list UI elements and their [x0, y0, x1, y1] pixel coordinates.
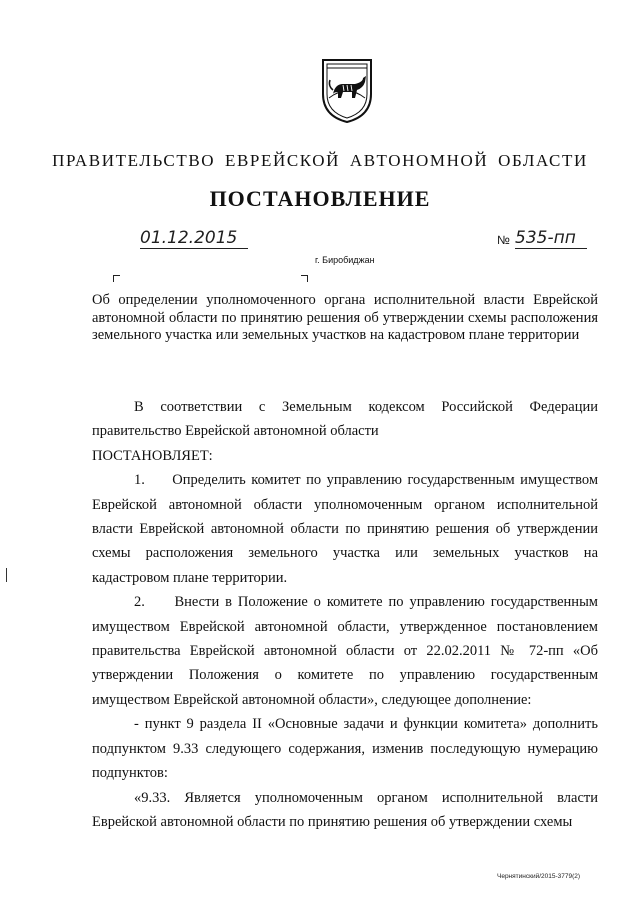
number-label: № — [497, 233, 510, 247]
subject-corner-left — [113, 275, 120, 282]
quote-paragraph: «9.33. Является уполномоченным органом исполнительной власти Еврейской автономной области по принятию решения об утверждении схемы — [92, 789, 598, 830]
document-body — [92, 395, 598, 834]
decree-heading: ПОСТАНОВЛЯЕТ: — [92, 447, 213, 464]
preamble-paragraph: В соответствии с Земельным кодексом Российской Федерации правительство Еврейской автономной области — [92, 399, 598, 440]
item-1-paragraph: 1. Определить комитет по управлению государственным имуществом Еврейской автономной области уполномоченным органом исполнительной власти Еврейской автономной области по принятию решения об утверждении схемы расположения земельного участка или земельных участков на кадастровом плане территории. — [92, 472, 598, 586]
item-2-paragraph: 2. Внести в Положение о комитете по управлению государственным имуществом Еврейской автономной области, утвержденное постановлением правительства Еврейской автономной области от 22.02.2011 № 72-пп «Об утверждении Положения о комитете по управлению государственным имуществом Еврейской автономной области», следующее дополнение: — [92, 594, 598, 708]
document-type-title: ПОСТАНОВЛЕНИЕ — [209, 186, 431, 211]
document-subject: Об определении уполномоченного органа исполнительной власти Еврейской автономной области по принятию решения об утверждении схемы расположения земельного участка или земельных участков на кадастровом плане территории — [92, 292, 598, 344]
document-date: 01.12.2015 — [140, 228, 248, 249]
subitem-paragraph: - пункт 9 раздела II «Основные задачи и функции комитета» дополнить подпунктом 9.33 следующего содержания, изменив последующую нумерацию подпунктов: — [92, 716, 598, 782]
subject-corner-right — [301, 275, 308, 282]
coat-of-arms-emblem — [319, 54, 375, 124]
margin-mark — [6, 568, 7, 582]
footer-reference: Чернятинский/2015-3779(2) — [497, 873, 581, 880]
document-number: 535-пп — [515, 228, 587, 249]
city-label: г. Биробиджан — [315, 255, 375, 265]
government-title: ПРАВИТЕЛЬСТВО ЕВРЕЙСКОЙ АВТОНОМНОЙ ОБЛАСТИ — [52, 151, 588, 170]
